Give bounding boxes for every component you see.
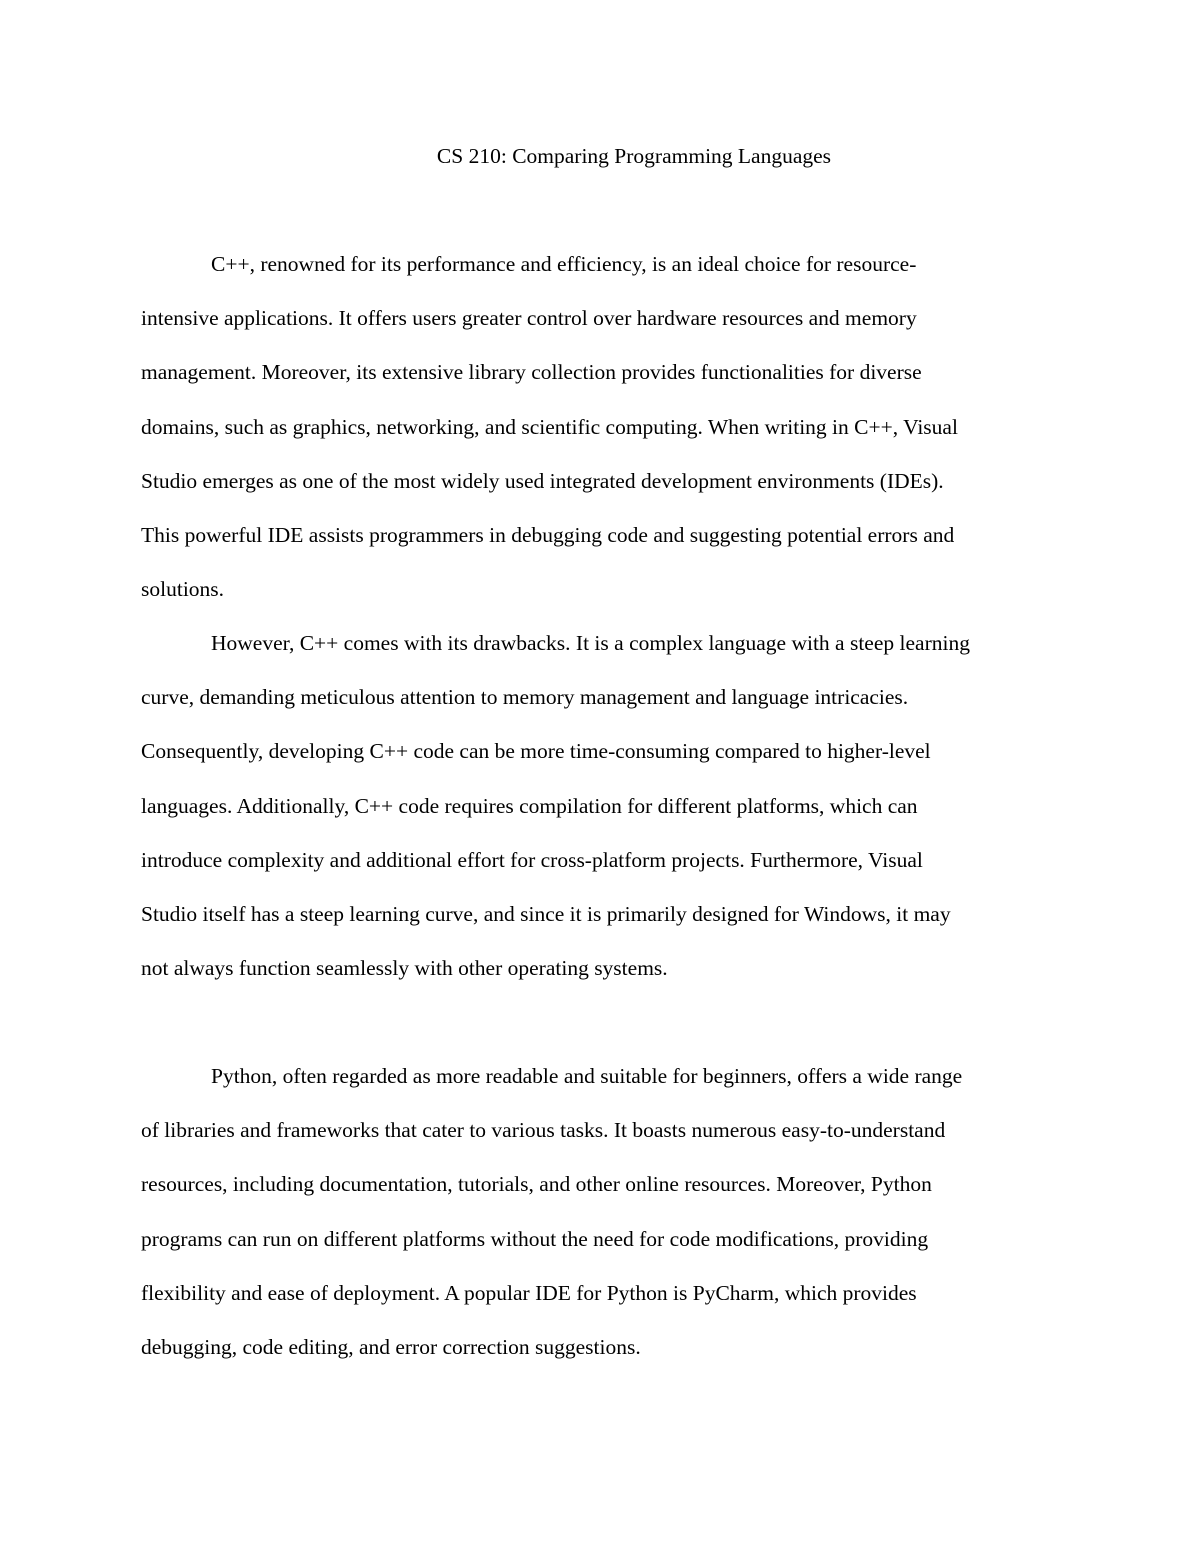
paragraph-line: domains, such as graphics, networking, and scientific computing. When writing in C++, Visual (141, 414, 958, 439)
paragraph-line: resources, including documentation, tutorials, and other online resources. Moreover, Python (141, 1172, 932, 1197)
paragraph-line: solutions. (141, 577, 225, 602)
paragraph-line: flexibility and ease of deployment. A popular IDE for Python is PyCharm, which provides (141, 1280, 917, 1305)
paragraph-line: curve, demanding meticulous attention to memory management and language intricacies. (141, 685, 909, 710)
document-title: CS 210: Comparing Programming Languages (436, 144, 832, 168)
paragraph-line: Studio emerges as one of the most widely used integrated development environments (IDEs). (141, 468, 944, 493)
paragraph-python-strengths (141, 1049, 1051, 1374)
paragraph-line: Studio itself has a steep learning curve, and since it is primarily designed for Windows, it may (141, 901, 951, 926)
paragraph-line: Python, often regarded as more readable and suitable for beginners, offers a wide range (211, 1064, 963, 1088)
paragraph-cpp-strengths (141, 237, 1051, 616)
paragraph-line: introduce complexity and additional effort for cross-platform projects. Furthermore, Visual (141, 847, 923, 872)
paragraph-line: management. Moreover, its extensive library collection provides functionalities for diverse (141, 360, 922, 385)
paragraph-line: Consequently, developing C++ code can be more time-consuming compared to higher-level (141, 739, 931, 764)
paragraph-cpp-drawbacks (141, 616, 1051, 995)
paragraph-line: This powerful IDE assists programmers in debugging code and suggesting potential errors and (141, 522, 955, 547)
paragraph-line: programs can run on different platforms without the need for code modifications, providing (141, 1226, 929, 1251)
paragraph-line: C++, renowned for its performance and efficiency, is an ideal choice for resource- (211, 252, 917, 276)
paragraph-line: of libraries and frameworks that cater to various tasks. It boasts numerous easy-to-understand (141, 1118, 946, 1143)
paragraph-line: debugging, code editing, and error correction suggestions. (141, 1334, 641, 1359)
paragraph-line: languages. Additionally, C++ code requires compilation for different platforms, which can (141, 793, 918, 818)
paragraph-line: not always function seamlessly with other operating systems. (141, 956, 668, 981)
paragraph-line: intensive applications. It offers users greater control over hardware resources and memory (141, 306, 917, 331)
paragraph-line: However, C++ comes with its drawbacks. It is a complex language with a steep learning (211, 631, 970, 655)
